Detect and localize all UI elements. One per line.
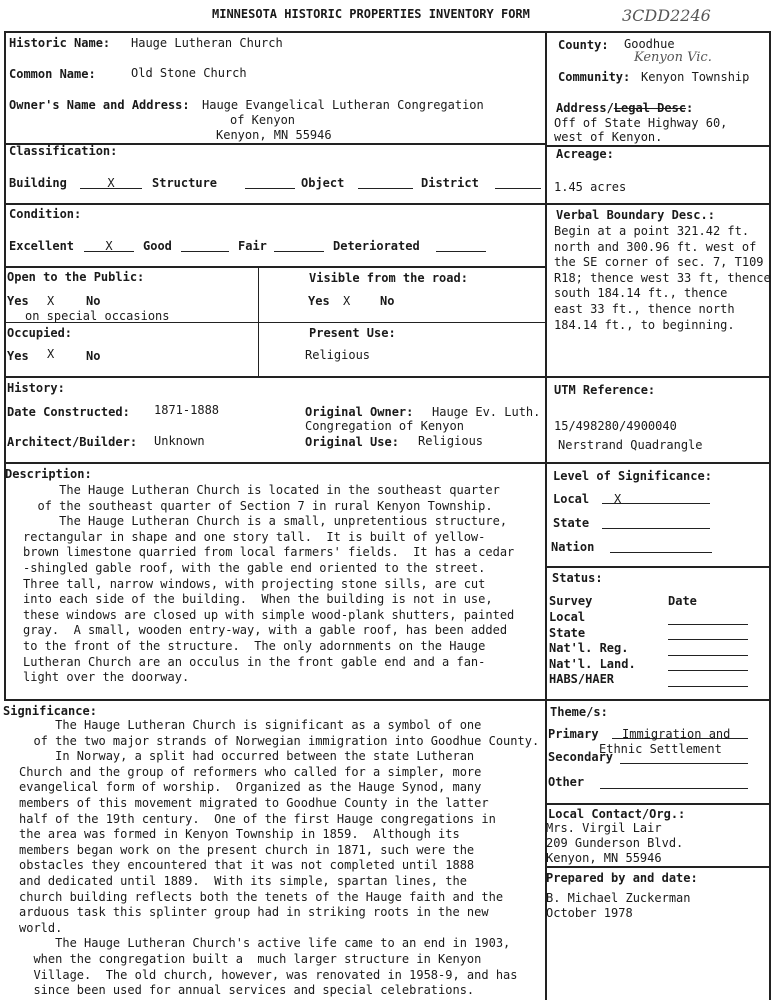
- verbal-boundary-label: Verbal Boundary Desc.:: [556, 208, 715, 222]
- original-use-label: Original Use:: [305, 435, 399, 449]
- visible-mark: X: [343, 294, 351, 308]
- local-contact-line-3: Kenyon, MN 55946: [546, 851, 662, 865]
- status-natl-land: Nat'l. Land.: [549, 657, 636, 671]
- occupied-no-label: No: [86, 349, 101, 363]
- form-title: MINNESOTA HISTORIC PROPERTIES INVENTORY FORM: [212, 7, 530, 21]
- classification-heading: Classification:: [9, 144, 118, 158]
- divider-right-4: [545, 462, 771, 464]
- divider-right-5: [545, 566, 771, 568]
- visible-from-road-label: Visible from the road:: [309, 271, 468, 285]
- status-natl-reg: Nat'l. Reg.: [549, 641, 629, 655]
- address-line-1: Off of State Highway 60,: [554, 116, 728, 130]
- common-name-label: Common Name:: [9, 67, 96, 81]
- status-local: Local: [549, 610, 586, 624]
- divider-right-3: [545, 376, 771, 378]
- status-state: State: [549, 626, 586, 640]
- excellent-mark: X: [84, 239, 134, 252]
- level-nation-blank: [610, 540, 712, 553]
- verbal-boundary-text: Begin at a point 321.42 ft. north and 300.96 ft. west of the SE corner of sec. 7, T109 R18; thence west 33 ft, thence south 184.14 ft., thence east 33 ft., thence north 184.14 ft., to beginning.: [554, 224, 771, 332]
- structure-label: Structure: [152, 176, 218, 190]
- condition-heading: Condition:: [9, 207, 82, 221]
- secondary-label: Secondary: [548, 750, 614, 764]
- themes-label: Theme/s:: [550, 705, 608, 719]
- other-line: [600, 788, 748, 789]
- original-owner-value-2: Congregation of Kenyon: [305, 419, 464, 433]
- county-label: County:: [558, 38, 609, 52]
- occupied-yes-label: Yes: [7, 349, 29, 363]
- occupied-label: Occupied:: [7, 326, 73, 340]
- prepared-by-name: B. Michael Zuckerman: [546, 891, 691, 905]
- good-label: Good: [143, 239, 172, 253]
- frame-right: [769, 31, 771, 1000]
- common-name-value: Old Stone Church: [131, 66, 247, 80]
- divider-left-3: [4, 266, 547, 268]
- open-to-public-label: Open to the Public:: [7, 270, 145, 284]
- status-survey: Survey: [549, 594, 593, 608]
- level-state-blank: [602, 516, 710, 529]
- acreage-label: Acreage:: [556, 147, 614, 161]
- deteriorated-blank: [436, 239, 486, 252]
- object-label: Object: [301, 176, 345, 190]
- description-label: Description:: [5, 467, 92, 481]
- visible-no-label: No: [380, 294, 395, 308]
- building-mark: X: [80, 176, 142, 189]
- local-contact-line-2: 209 Gunderson Blvd.: [546, 836, 684, 850]
- good-blank: [181, 239, 229, 252]
- level-nation-label: Nation: [551, 540, 595, 554]
- open-yes-label: Yes: [7, 294, 29, 308]
- utm-quad: Nerstrand Quadrangle: [558, 438, 703, 452]
- local-contact-line-1: Mrs. Virgil Lair: [546, 821, 662, 835]
- status-label: Status:: [552, 571, 603, 585]
- community-label: Community:: [558, 70, 631, 84]
- owner-line-1: Hauge Evangelical Lutheran Congregation: [202, 98, 484, 112]
- original-owner-value: Hauge Ev. Luth.: [432, 405, 541, 419]
- level-state-label: State: [553, 516, 590, 530]
- utm-label: UTM Reference:: [554, 383, 656, 397]
- open-mark: X: [47, 294, 55, 308]
- address-label: Address/Legal Desc:: [556, 101, 694, 115]
- open-note: on special occasions: [25, 309, 170, 323]
- primary-value-2: Ethnic Settlement: [599, 742, 722, 756]
- acreage-value: 1.45 acres: [554, 180, 627, 194]
- frame-left: [4, 31, 6, 700]
- description-text: The Hauge Lutheran Church is located in the southeast quarter of the southeast quarter of Section 7 in rural Kenyon Township. The Hauge Lutheran Church is a small, unpretentious structure, rectangular in shape and one story tall. It is built of yellow- brown limestone quarried from local farmers' fields. It has a cedar -shingled gable roof, with the gable end oriented to the street. Three tall, narrow windows, with projecting stone sills, are cut into each side of the building. When the building is not in use, these windows are closed up with simple wood-plank shutters, painted gray. A small, wooden entry-way, with a gable roof, has been added to the front of the structure. The only adornments on the Hauge Lutheran Church are an occulus in the front gable end and a fan- light over the doorway.: [23, 483, 515, 685]
- secondary-line: [620, 763, 748, 764]
- county-handwritten: Kenyon Vic.: [634, 50, 712, 65]
- status-line-5: [668, 686, 748, 687]
- date-constructed-value: 1871-1888: [154, 403, 220, 417]
- level-local-label: Local: [553, 492, 590, 506]
- architect-value: Unknown: [154, 434, 205, 448]
- community-value: Kenyon Township: [641, 70, 750, 84]
- prepared-by-date: October 1978: [546, 906, 633, 920]
- status-line-4: [668, 670, 748, 671]
- status-line-1: [668, 624, 748, 625]
- level-local-mark: X: [602, 492, 710, 504]
- deteriorated-label: Deteriorated: [333, 239, 420, 253]
- divider-left-2: [4, 203, 547, 205]
- divider-left-5: [4, 376, 547, 378]
- divider-right-8: [545, 866, 771, 868]
- utm-value: 15/498280/4900040: [554, 419, 677, 433]
- divider-right-7: [545, 803, 771, 805]
- history-heading: History:: [7, 381, 65, 395]
- fair-blank: [274, 239, 324, 252]
- divider-right-2: [545, 203, 771, 205]
- district-blank: [495, 176, 541, 189]
- divider-vertical-public: [258, 266, 259, 376]
- significance-text: The Hauge Lutheran Church is significant as a symbol of one of the two major strands of Norwegian immigration into Goodhue County. In Norway, a split had occurred between the state Lutheran Church and the group of reformers who called for a simpler, more evangelical form of worship. Organized as the Hauge Synod, many members of this movement migrated to Goodhue County in the latter half of the 19th century. One of the first Hauge congregations in the area was formed in Kenyon Township in 1859. Although its members began work on the present church in 1871, such were the obstacles they encountered that it was not completed until 1888 and dedicated until 1889. With its simple, spartan lines, the church building reflects both the tenets of the Hauge faith and the arduous task this splinter group had in striking roots in the new world. The Hauge Lutheran Church's active life came to an end in 1903, when the congregation built a much larger structure in Kenyon Village. The old church, however, was renovated in 1958-9, and has since been used for annual services and special celebrations.: [19, 718, 540, 998]
- divider-right-6: [545, 699, 771, 701]
- divider-left-7: [4, 699, 547, 701]
- status-line-2: [668, 639, 748, 640]
- object-blank: [358, 176, 413, 189]
- historic-name-label: Historic Name:: [9, 36, 111, 50]
- structure-blank: [245, 176, 295, 189]
- building-label: Building: [9, 176, 67, 190]
- significance-label: Significance:: [3, 704, 97, 718]
- open-no-label: No: [86, 294, 101, 308]
- primary-value: Immigration and: [612, 727, 748, 739]
- district-label: District: [421, 176, 479, 190]
- other-label: Other: [548, 775, 585, 789]
- visible-yes-label: Yes: [308, 294, 330, 308]
- status-date-label: Date: [668, 594, 697, 608]
- excellent-label: Excellent: [9, 239, 75, 253]
- occupied-mark: X: [47, 347, 55, 361]
- original-use-value: Religious: [418, 434, 484, 448]
- level-significance-label: Level of Significance:: [553, 469, 712, 483]
- handwritten-id: 3CDD2246: [622, 6, 711, 25]
- divider-left-6: [4, 462, 547, 464]
- status-habs-haer: HABS/HAER: [549, 672, 615, 686]
- owner-line-2: of Kenyon: [230, 113, 296, 127]
- local-contact-label: Local Contact/Org.:: [548, 807, 686, 821]
- historic-name-value: Hauge Lutheran Church: [131, 36, 283, 50]
- primary-label: Primary: [548, 727, 599, 741]
- original-owner-label: Original Owner:: [305, 405, 414, 419]
- prepared-by-label: Prepared by and date:: [546, 871, 698, 885]
- status-line-3: [668, 655, 748, 656]
- county-value: Goodhue: [624, 37, 675, 51]
- present-use-label: Present Use:: [309, 326, 396, 340]
- owner-label: Owner's Name and Address:: [9, 98, 190, 112]
- present-use-value: Religious: [305, 348, 371, 362]
- frame-top: [4, 31, 771, 33]
- fair-label: Fair: [238, 239, 267, 253]
- address-line-2: west of Kenyon.: [554, 130, 663, 144]
- date-constructed-label: Date Constructed:: [7, 405, 130, 419]
- owner-line-3: Kenyon, MN 55946: [216, 128, 332, 142]
- architect-label: Architect/Builder:: [7, 435, 138, 449]
